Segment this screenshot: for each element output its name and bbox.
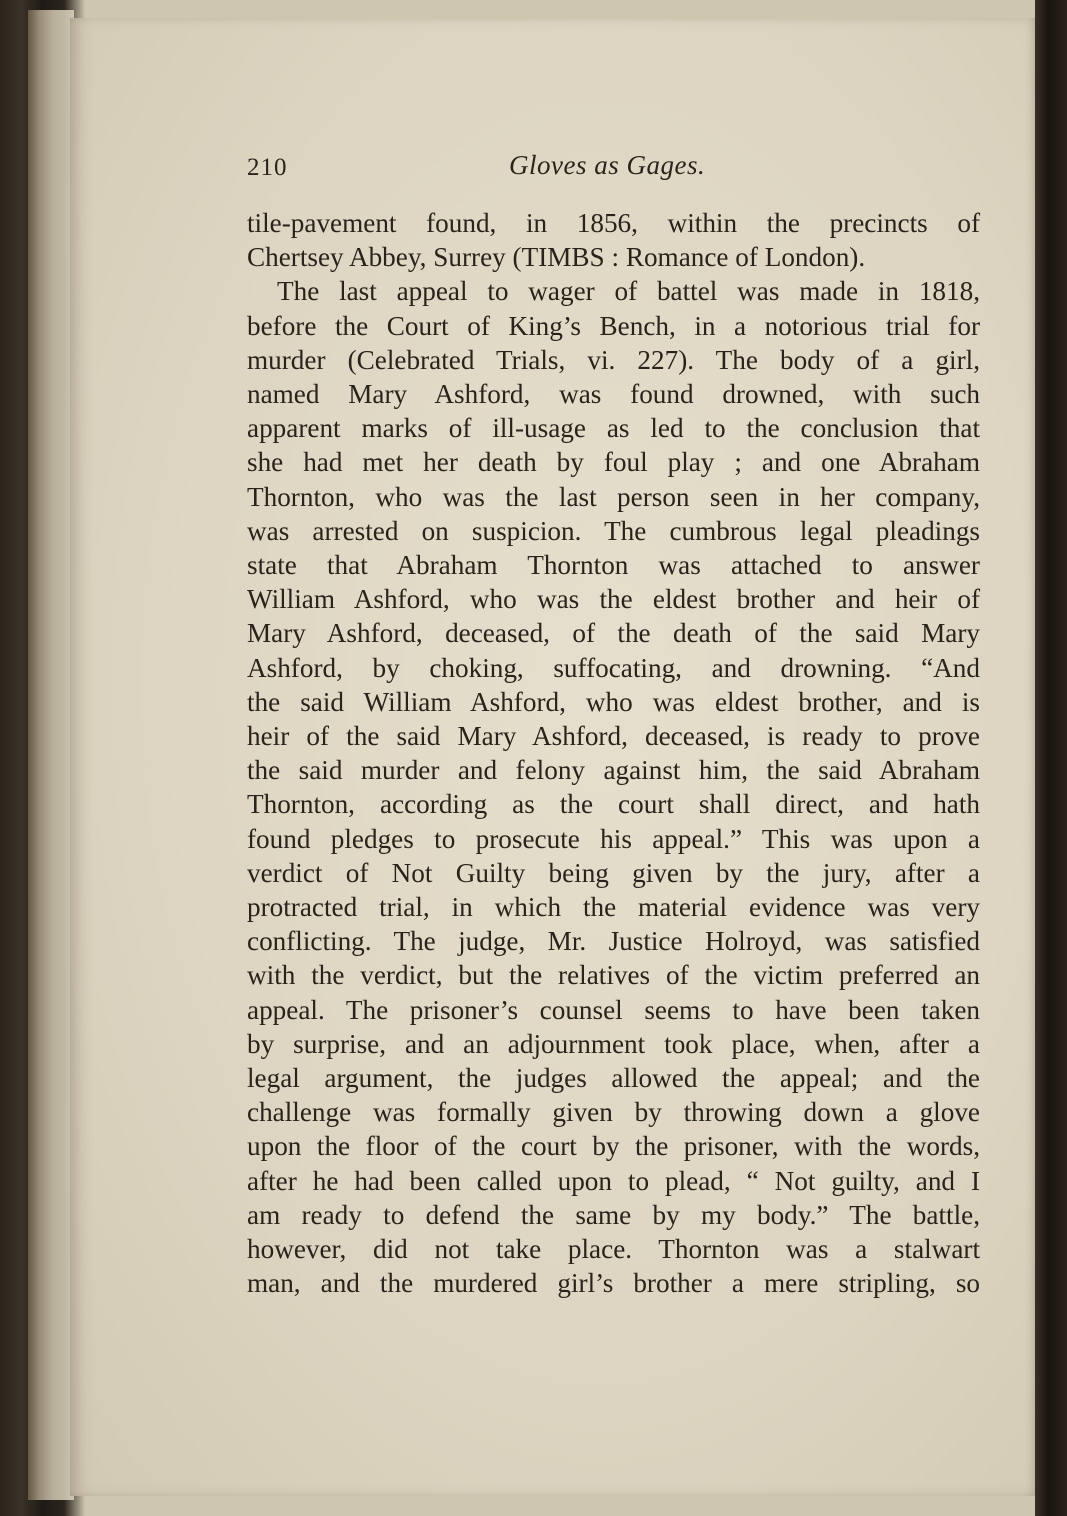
text-line: apparent marks of ill-usage as led to the conclusion that — [247, 413, 980, 444]
page-number: 210 — [247, 154, 288, 181]
text-line: state that Abraham Thornton was attached to answer — [247, 550, 980, 581]
text-line: protracted trial, in which the material evidence was very — [247, 892, 980, 923]
text-line: legal argument, the judges allowed the appeal; and the — [247, 1063, 980, 1094]
text-line: with the verdict, but the relatives of the victim preferred an — [247, 960, 980, 991]
page-edge-shadow — [1035, 0, 1067, 1516]
text-line: the said murder and felony against him, the said Abraham — [247, 755, 980, 786]
text-line: upon the floor of the court by the prisoner, with the words, — [247, 1131, 980, 1162]
text-line: tile-pavement found, in 1856, within the precincts of — [247, 208, 980, 238]
text-line: verdict of Not Guilty being given by the jury, after a — [247, 857, 980, 888]
text-line: man, and the murdered girl’s brother a mere stripling, so — [247, 1268, 980, 1299]
book-gutter — [28, 10, 74, 1500]
text-line: she had met her death by foul play ; and one Abraham — [247, 447, 980, 478]
text-line: William Ashford, who was the eldest brother and heir of — [247, 584, 980, 615]
text-line: conflicting. The judge, Mr. Justice Holroyd, was satisfied — [247, 926, 980, 957]
text-line: heir of the said Mary Ashford, deceased, is ready to prove — [247, 721, 980, 752]
text-line: after he had been called upon to plead, “ Not guilty, and I — [247, 1165, 980, 1196]
text-line: by surprise, and an adjournment took place, when, after a — [247, 1028, 980, 1059]
text-line: Ashford, by choking, suffocating, and drowning. “And — [247, 652, 980, 683]
text-line: Thornton, who was the last person seen in her company, — [247, 481, 980, 512]
text-line: Thornton, according as the court shall direct, and hath — [247, 789, 980, 820]
text-line: named Mary Ashford, was found drowned, with such — [247, 379, 980, 410]
text-line: found pledges to prosecute his appeal.” This was upon a — [247, 823, 980, 854]
text-line: appeal. The prisoner’s counsel seems to have been taken — [247, 994, 980, 1025]
text-line: Mary Ashford, deceased, of the death of the said Mary — [247, 618, 980, 649]
text-line: murder (Celebrated Trials, vi. 227). The body of a girl, — [247, 344, 980, 375]
text-line: The last appeal to wager of battel was made in 1818, — [277, 276, 980, 307]
running-head — [247, 148, 987, 188]
text-line: the said William Ashford, who was eldest brother, and is — [247, 686, 980, 717]
text-line: Chertsey Abbey, Surrey (TIMBS : Romance of London). — [247, 242, 866, 273]
text-line: challenge was formally given by throwing down a glove — [247, 1097, 980, 1128]
text-line: however, did not take place. Thornton was a stalwart — [247, 1234, 980, 1265]
body-text — [247, 206, 987, 1301]
running-head-title: Gloves as Gages. — [509, 150, 706, 180]
text-line: am ready to defend the same by my body.” The battle, — [247, 1199, 980, 1230]
text-line: before the Court of King’s Bench, in a notorious trial for — [247, 310, 980, 341]
text-line: was arrested on suspicion. The cumbrous legal pleadings — [247, 515, 980, 546]
